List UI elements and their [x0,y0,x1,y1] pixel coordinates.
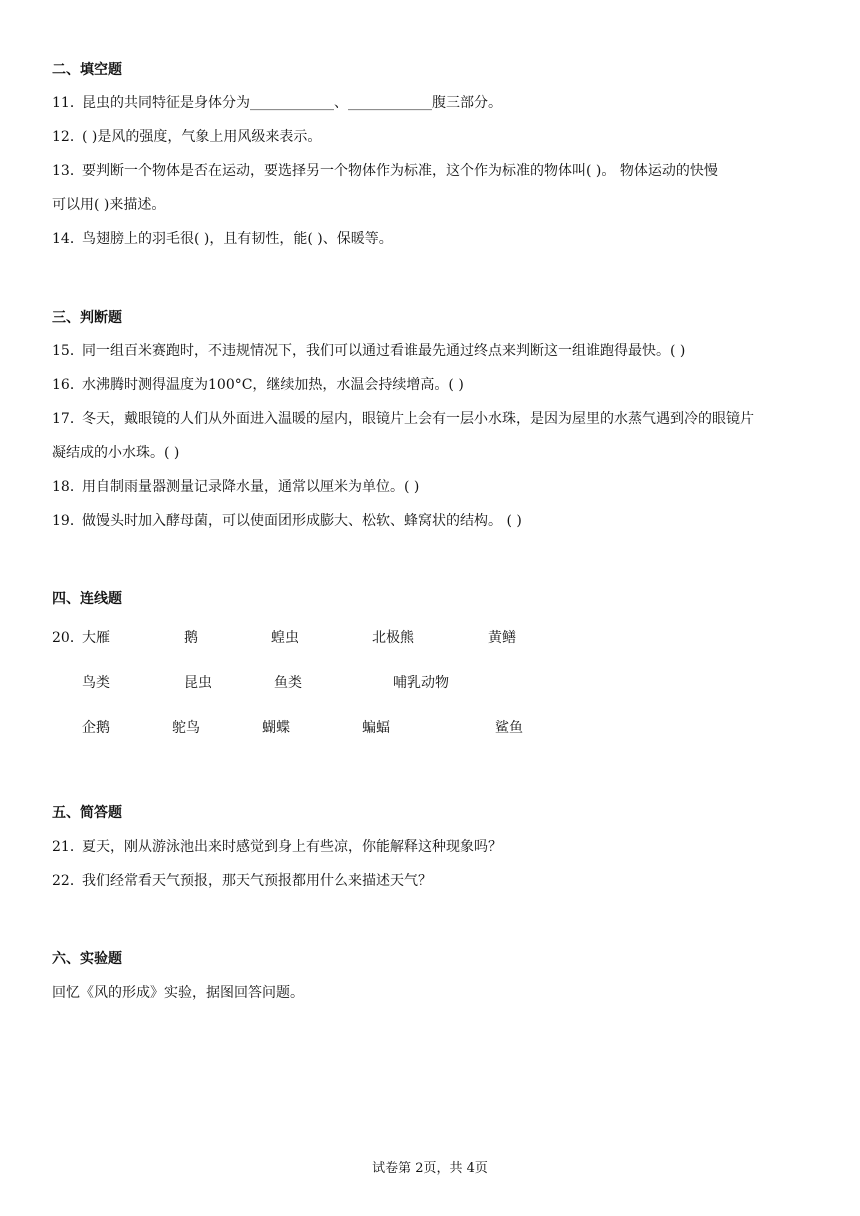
question-13-text-line2: 可以用( )来描述。 [52,197,166,213]
match-category-row2: 哺乳动物 [393,675,449,691]
question-number-17: 17． [52,411,84,427]
question-19-text: 做馒头时加入酵母菌，可以使面团形成膨大、松软、蜂窝状的结构。 ( ) [82,513,522,529]
match-category-row2: 鸟类 [82,675,110,691]
match-item-row1: 黄鳝 [488,630,516,646]
question-17-text-line1: 冬天，戴眼镜的人们从外面进入温暖的屋内，眼镜片上会有一层小水珠，是因为屋里的水蒸气遇到冷的眼镜片 [82,411,754,427]
section-heading-fill-blank: 二、填空题 [52,62,122,78]
section-heading-experiment: 六、实验题 [52,951,122,967]
question-13-text-line1: 要判断一个物体是否在运动，要选择另一个物体作为标准，这个作为标准的物体叫( )。 物体运动的快慢 [82,163,718,179]
question-number-15: 15． [52,343,84,359]
match-category-row2: 昆虫 [184,675,212,691]
question-22-text: 我们经常看天气预报，那天气预报都用什么来描述天气？ [82,873,432,889]
match-item-row3: 蝴蝶 [262,720,290,736]
match-category-row2: 鱼类 [274,675,302,691]
match-item-row1: 北极熊 [372,630,414,646]
question-number-22: 22． [52,873,84,889]
question-number-12: 12． [52,129,84,145]
match-item-row1: 鹅 [184,630,198,646]
question-number-19: 19． [52,513,84,529]
section-heading-short-answer: 五、简答题 [52,805,122,821]
question-16-text: 水沸腾时测得温度为100°C，继续加热，水温会持续增高。( ) [82,377,464,393]
question-number-14: 14． [52,231,84,247]
question-11-text: 昆虫的共同特征是身体分为____________、____________腹三部分。 [82,95,502,111]
match-item-row3: 鲨鱼 [495,720,523,736]
match-item-row1: 蝗虫 [271,630,299,646]
page-footer: 试卷第 2页，共 4页 [372,1161,488,1176]
question-18-text: 用自制雨量器测量记录降水量，通常以厘米为单位。( ) [82,479,420,495]
question-number-20: 20． [52,630,84,646]
question-number-18: 18． [52,479,84,495]
match-item-row3: 蝙蝠 [362,720,390,736]
question-number-11: 11． [52,95,84,111]
match-item-row3: 鸵鸟 [172,720,200,736]
question-21-text: 夏天，刚从游泳池出来时感觉到身上有些凉，你能解释这种现象吗？ [82,839,502,855]
match-item-row1: 大雁 [82,630,110,646]
question-number-16: 16． [52,377,84,393]
question-number-21: 21． [52,839,84,855]
experiment-intro-text: 回忆《风的形成》实验，据图回答问题。 [52,985,304,1001]
question-12-text: ( )是风的强度，气象上用风级来表示。 [82,129,322,145]
section-heading-true-false: 三、判断题 [52,310,122,326]
question-15-text: 同一组百米赛跑时，不违规情况下，我们可以通过看谁最先通过终点来判断这一组谁跑得最快。( ) [82,343,686,359]
question-17-text-line2: 凝结成的小水珠。( ) [52,445,180,461]
section-heading-matching: 四、连线题 [52,591,122,607]
match-item-row3: 企鹅 [82,720,110,736]
question-number-13: 13． [52,163,84,179]
question-14-text: 鸟翅膀上的羽毛很( )，且有韧性，能( )、保暖等。 [82,231,393,247]
